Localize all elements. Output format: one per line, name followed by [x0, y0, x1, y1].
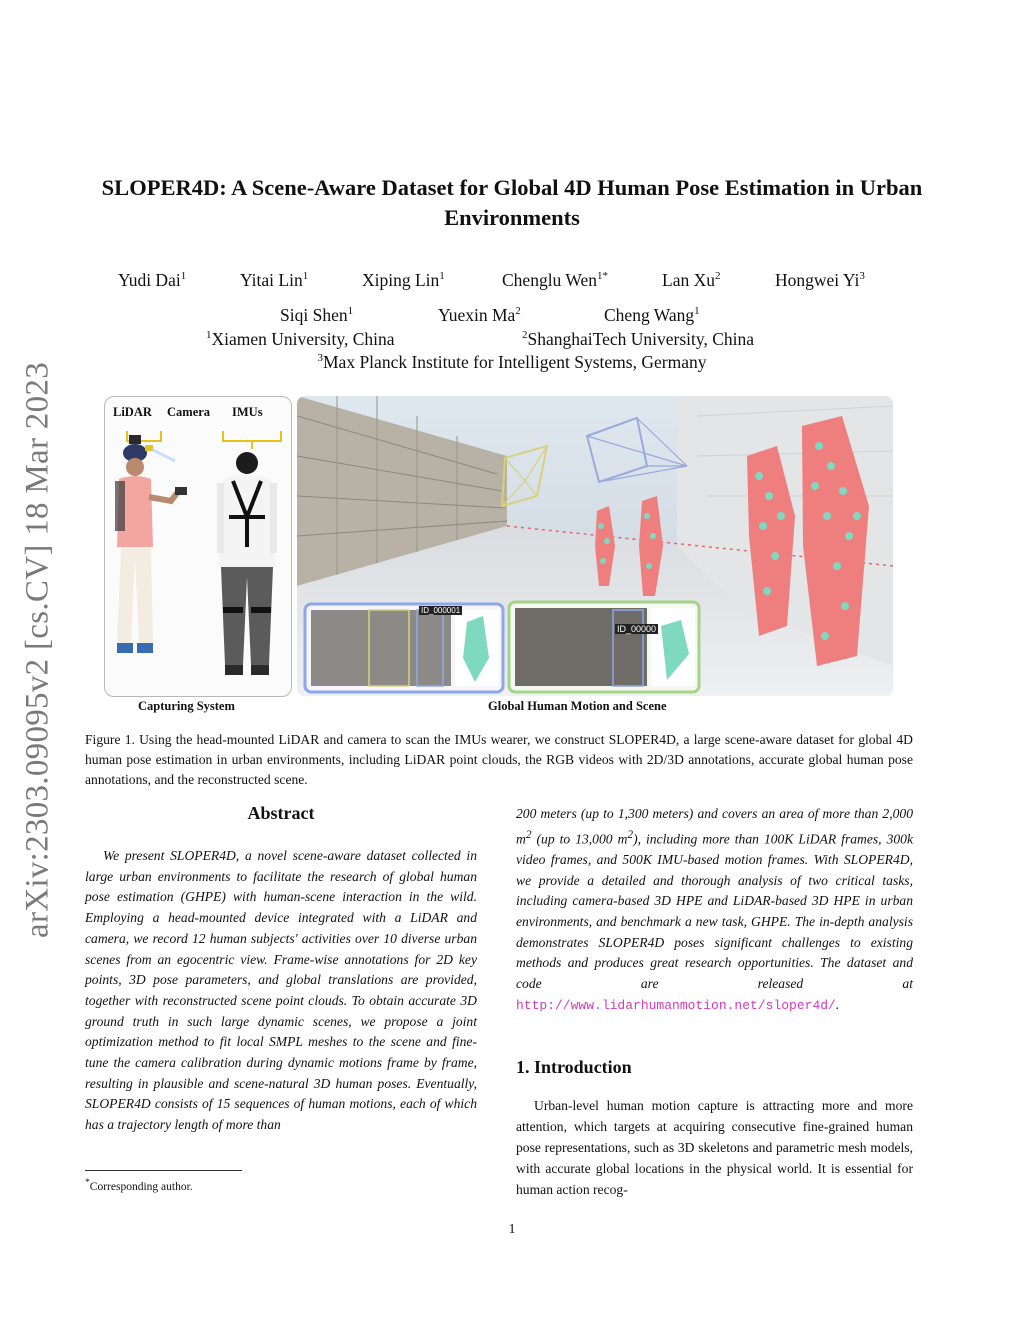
- paper-title: SLOPER4D: A Scene-Aware Dataset for Global 4D Human Pose Estimation in Urban Environments: [101, 175, 923, 230]
- author: Siqi Shen$^1$: [280, 305, 354, 325]
- author: Hongwei Yi$^3$: [775, 270, 865, 290]
- affiliation-row-2: [0, 352, 1024, 373]
- introduction-text: Urban-level human motion capture is attracting more and more attention, which targets at acquiring consecutive fine-grained human pose representations, such as 3D skeletons and parametric mesh models, with accurate global locations in the physical world. It is essential for human action recog-: [516, 1098, 913, 1197]
- inset-id-2: ID_00000: [617, 624, 657, 634]
- scene-illustration: [297, 396, 893, 696]
- arxiv-id: arXiv:2303.09095v2 [cs.CV] 18 Mar 2023: [19, 362, 56, 938]
- author: Chenglu Wen$^{1*}$: [502, 270, 608, 290]
- global-motion-label: Global Human Motion and Scene: [488, 699, 667, 713]
- label-camera: Camera: [167, 405, 211, 419]
- global-motion-scene-panel: [297, 396, 893, 696]
- capturing-system-label: Capturing System: [138, 699, 235, 713]
- inset-id-1: ID_000001: [421, 606, 461, 615]
- introduction-heading: 1. Introduction: [516, 1057, 632, 1077]
- dataset-link[interactable]: http://www.lidarhumanmotion.net/sloper4d/: [516, 997, 836, 1013]
- author: Lan Xu$^2$: [662, 270, 721, 290]
- author: Yuexin Ma$^2$: [438, 305, 521, 325]
- author: Cheng Wang$^1$: [604, 305, 700, 325]
- abstract-text-left: We present SLOPER4D, a novel scene-aware dataset collected in large urban environments to facilitate the research of global human pose estimation (GHPE) with human-scene interaction in the wild. Employing a head-mounted device integrated with a LiDAR and camera, we record 12 human subjects' activities over 10 diverse urban scenes from an egocentric view. Frame-wise annotations for 2D key points, 3D pose parameters, and global translations are provided, together with reconstructed scene point clouds. To obtain accurate 3D ground truth in such large dynamic scenes, we propose a joint optimization method to fit local SMPL meshes to the scene and fine-tune the camera calibration during dynamic motions frame by frame, resulting in plausible and scene-natural 3D human poses. Eventually, SLOPER4D consists of 15 sequences of human motions, each of which has a trajectory length of more than: [85, 848, 477, 1133]
- abstract-text-right: 200 meters (up to 1,300 meters) and covers an area of more than 2,000 $m^2$ (up to 13,000 $m^2$), including more than 100K LiDAR frames, 300k video frames, and 500K IMU-based motion frames. With SLOPER4D, we provide a detailed and thorough analysis of two critical tasks, including camera-based 3D HPE and LiDAR-based 3D HPE in urban environments, and benchmark a new task, GHPE. The in-depth analysis demonstrates SLOPER4D poses significant challenges to existing methods and produces great research opportunities. The dataset and code are released at http://www.lidarhumanmotion.net/sloper4d/.: [516, 806, 913, 1013]
- footnote-rule: [85, 1170, 242, 1171]
- capturing-system-illustration: [105, 397, 291, 696]
- label-lidar: LiDAR: [113, 405, 152, 419]
- lidar-wearer-figure: [115, 435, 187, 653]
- affiliation: $^2$ShanghaiTech University, China: [522, 329, 755, 349]
- affiliation: $^1$Xiamen University, China: [206, 329, 395, 349]
- author: Yudi Dai$^1$: [118, 270, 187, 290]
- abstract-heading: Abstract: [247, 803, 315, 823]
- capturing-system-panel: [104, 396, 292, 697]
- affiliation: $^3$Max Planck Institute for Intelligent Systems, Germany: [317, 352, 707, 372]
- author: Yitai Lin$^1$: [240, 270, 309, 290]
- arxiv-side-stamp: [8, 355, 68, 945]
- imu-wearer-figure: [217, 452, 277, 675]
- footnote: *Corresponding author.: [85, 1177, 193, 1193]
- label-imus: IMUs: [232, 405, 263, 419]
- figure-caption: Figure 1. Using the head-mounted LiDAR and camera to scan the IMUs wearer, we construct SLOPER4D, a large scene-aware dataset for global 4D human pose estimation in urban environments, including LiDAR point clouds, the RGB videos with 2D/3D annotations, accurate global human pose annotations, and the reconstructed scene.: [85, 732, 913, 787]
- page-number: 1: [508, 1222, 516, 1237]
- author: Xiping Lin$^1$: [362, 270, 445, 290]
- bracket-imus: [223, 431, 281, 441]
